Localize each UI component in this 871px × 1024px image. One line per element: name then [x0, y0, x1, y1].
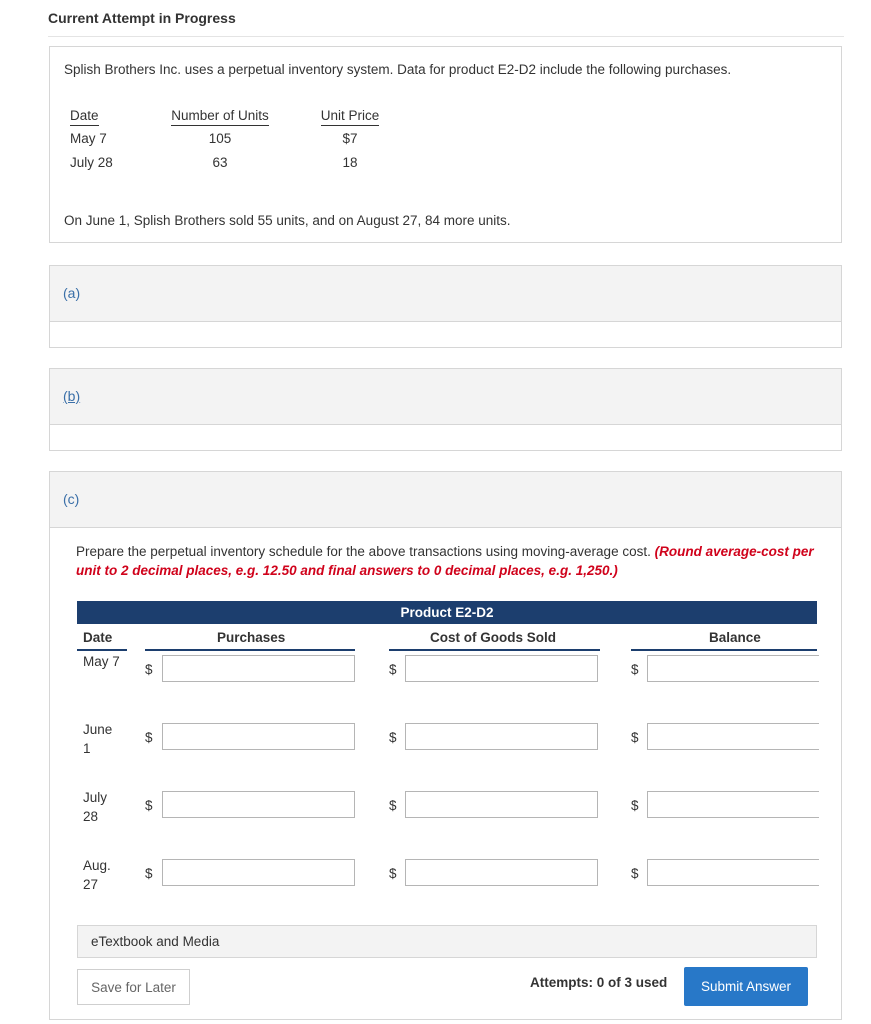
cell-units: 105	[208, 130, 232, 146]
purchases-input-aug-27[interactable]	[162, 859, 355, 886]
table-row	[64, 126, 400, 150]
dollar-sign: $	[631, 662, 639, 677]
part-c-header[interactable]	[50, 472, 841, 528]
row-date: Aug. 27	[83, 858, 111, 892]
attempts-counter: Attempts: 0 of 3 used	[530, 975, 668, 990]
header-underline	[145, 649, 355, 651]
rounding-note: (Round average-cost per unit to 2 decimal places, e.g. 12.50 and final answers to 0 decimal places, e.g. 1,250.)	[76, 544, 814, 578]
cell-date: May 7	[70, 130, 107, 146]
sold-note: On June 1, Splish Brothers sold 55 units, and on August 27, 84 more units.	[64, 213, 511, 228]
row-date: June 1	[83, 722, 113, 756]
cell-units: 63	[212, 154, 228, 170]
cell-date: July 28	[70, 154, 113, 170]
header-price: Unit Price	[321, 108, 380, 126]
attempt-title: Current Attempt in Progress	[48, 10, 844, 37]
schedule-row-aug-27	[77, 856, 817, 924]
schedule-row-june-1	[77, 720, 817, 788]
part-b-header[interactable]	[50, 369, 841, 425]
cell-price: $7	[342, 130, 358, 146]
schedule-row-may-7	[77, 652, 817, 720]
instruction-text: Prepare the perpetual inventory schedule for the above transactions using moving-average cost.	[76, 544, 651, 559]
purchases-input-may-7[interactable]	[162, 655, 355, 682]
part-a-panel	[49, 265, 842, 348]
balance-input-june-1[interactable]	[647, 723, 819, 750]
row-date: July 28	[83, 790, 108, 824]
part-c-label[interactable]: (c)	[63, 491, 80, 507]
row-date: May 7	[83, 654, 120, 669]
etextbook-media-link[interactable]: eTextbook and Media	[77, 925, 817, 958]
dollar-sign: $	[631, 866, 639, 881]
purchases-input-july-28[interactable]	[162, 791, 355, 818]
instructions	[76, 542, 826, 580]
purchases-input-june-1[interactable]	[162, 723, 355, 750]
col-balance-header: Balance	[709, 630, 761, 645]
cogs-input-aug-27[interactable]	[405, 859, 598, 886]
cogs-input-july-28[interactable]	[405, 791, 598, 818]
dollar-sign: $	[631, 798, 639, 813]
dollar-sign: $	[389, 730, 397, 745]
balance-input-may-7[interactable]	[647, 655, 819, 682]
part-b-label[interactable]: (b)	[63, 388, 81, 404]
cogs-input-may-7[interactable]	[405, 655, 598, 682]
header-date: Date	[70, 108, 99, 126]
dollar-sign: $	[631, 730, 639, 745]
table-row	[64, 150, 400, 174]
problem-box	[49, 46, 842, 243]
part-b-panel	[49, 368, 842, 451]
dollar-sign: $	[389, 866, 397, 881]
cell-price: 18	[342, 154, 358, 170]
header-underline	[631, 649, 817, 651]
col-purchases-header: Purchases	[217, 630, 286, 645]
submit-answer-button[interactable]: Submit Answer	[684, 967, 808, 1006]
dollar-sign: $	[389, 798, 397, 813]
schedule-header	[77, 624, 817, 652]
problem-statement: Splish Brothers Inc. uses a perpetual inventory system. Data for product E2-D2 include the following purchases.	[64, 62, 732, 77]
schedule-row-july-28	[77, 788, 817, 856]
dollar-sign: $	[145, 730, 153, 745]
header-underline	[389, 649, 600, 651]
dollar-sign: $	[145, 866, 153, 881]
part-c-panel	[49, 471, 842, 1020]
col-date-header: Date	[83, 630, 113, 645]
col-cogs-header: Cost of Goods Sold	[430, 630, 556, 645]
cogs-input-june-1[interactable]	[405, 723, 598, 750]
dollar-sign: $	[145, 798, 153, 813]
dollar-sign: $	[389, 662, 397, 677]
purchase-table-header	[64, 100, 400, 126]
part-a-label[interactable]: (a)	[63, 285, 81, 301]
header-underline	[77, 649, 127, 651]
purchase-table	[64, 100, 400, 174]
dollar-sign: $	[145, 662, 153, 677]
header-units: Number of Units	[171, 108, 269, 126]
inventory-schedule	[77, 601, 817, 924]
schedule-title: Product E2-D2	[77, 601, 817, 624]
balance-input-aug-27[interactable]	[647, 859, 819, 886]
part-a-header[interactable]	[50, 266, 841, 322]
save-for-later-button[interactable]: Save for Later	[77, 969, 190, 1005]
balance-input-july-28[interactable]	[647, 791, 819, 818]
